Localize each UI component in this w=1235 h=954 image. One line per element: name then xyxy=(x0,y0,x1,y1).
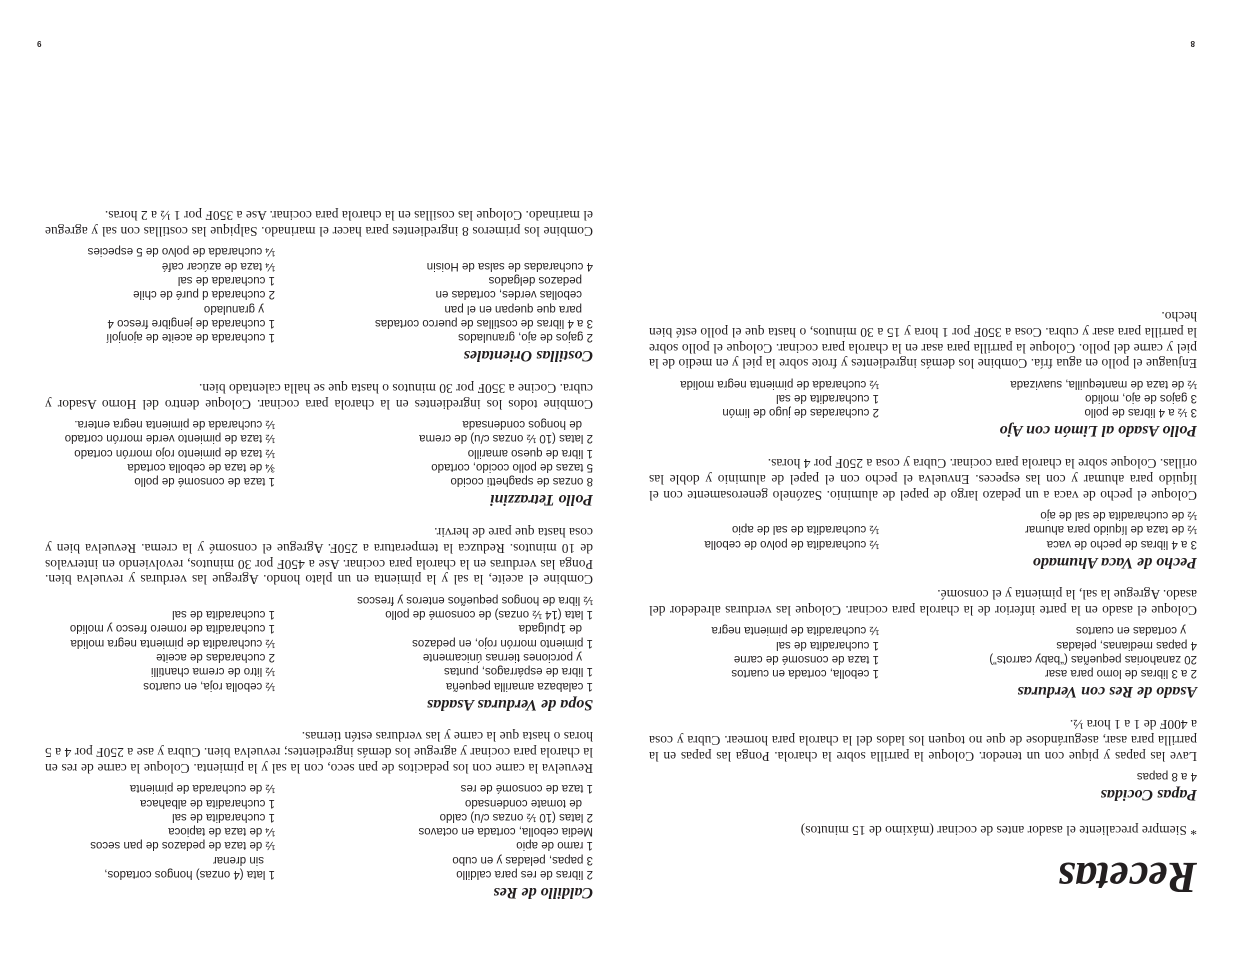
page-9 xyxy=(0,0,617,954)
ingredient-item: y granulado xyxy=(203,302,264,315)
recipe-block xyxy=(649,308,1197,440)
recipes-title: Recetas xyxy=(1057,853,1197,902)
ingredient-item: ½ de taza de mantequilla, suavizada xyxy=(1010,377,1197,390)
recipe-directions: Combine el aceite, la sal y la pimienta en un plato hondo. Agregue las verduras y revuelva bien. Ponga las verduras en la charola para cocinar. Ase a 450F por 30 minutos, revolviendo en intervalos de 10 minutos. Reduzca la temperatura a 250F. Agregue el consomé y la crema. Revuelva bien y cosa hasta que pare de hervir. xyxy=(45,525,593,588)
ingredient-item: ½ de taza de pedazos de pan secos xyxy=(90,839,275,852)
recipe-title: Pollo Tetrazzini xyxy=(490,491,593,509)
ingredient-item: ¾ de taza de cebolla cortada xyxy=(127,460,275,473)
ingredient-list xyxy=(649,376,1197,419)
ingredient-item: 4 a 8 papas xyxy=(1136,770,1197,782)
ingredient-item: 2 latas (10 ½ onzas c/u) caldo xyxy=(439,810,593,823)
page-number: 9 xyxy=(37,39,42,48)
recipe-directions: Coloque el pecho de vaca a un pedazo largo de papel de aluminio. Sazónelo generosamente con el líquido para ahumar y con las especes. Envuelva el pecho con el papel de aluminio y doble las orillas. Coloque sobre la charola para cocinar. Cubra y cosa a 250F por 4 horas. xyxy=(649,456,1197,503)
recipe-directions: Combine todos los ingredientes en la charola para cocinar. Coloque dentro del Horno Asador y cubra. Cocine a 350F por 30 minutos o hasta que se halla calentado bien. xyxy=(45,380,593,412)
ingredient-item: ½ de cucharadita de sal de ajo xyxy=(1040,508,1197,521)
ingredient-column xyxy=(649,769,879,783)
ingredient-item: 1 pimiento morrón rojo, en pedazos xyxy=(412,636,593,649)
recipe-title: Caldillo de Res xyxy=(493,884,593,901)
ingredient-item: 1 cucharadita de romero fresco y molido xyxy=(69,622,275,635)
recipe-block xyxy=(649,716,1197,804)
page-number: 8 xyxy=(1190,39,1195,48)
ingredient-item: Media cebolla, cortada en octavos xyxy=(418,825,593,838)
ingredient-column xyxy=(275,244,593,344)
recipe-directions: Combine los primeros 8 ingredientes para hacer el marinado. Salpique las costillas con sal y agregue el marinado. Coloque las cosillas en la charola para cocinar. Ase a 350F por 1 ½ a 2 horas. xyxy=(45,208,593,240)
ingredient-column xyxy=(45,781,275,881)
ingredient-item: 2 cucharadas de jugo de limón xyxy=(722,406,879,419)
ingredient-item: de hongos condensada xyxy=(462,418,582,431)
recipe-list xyxy=(649,308,1197,804)
ingredient-item: ½ cucharada de pimienta negra molida xyxy=(680,377,879,390)
ingredient-item: 4 cucharadas de salsa de Hoisin xyxy=(426,259,593,272)
ingredient-item: 2 gajos de ajo, granulados xyxy=(458,331,593,344)
ingredient-item: 8 onzas de spaghetti cocido xyxy=(450,475,593,488)
recipe-block xyxy=(45,208,593,366)
ingredient-column xyxy=(45,417,275,488)
ingredient-item: ¼ de taza de tapioca xyxy=(168,825,275,838)
ingredient-column xyxy=(879,508,1197,551)
recipe-block xyxy=(649,587,1197,702)
recipe-list xyxy=(45,208,593,902)
ingredient-item: 20 zanahorias pequeñas (“baby carrots”) xyxy=(989,653,1197,666)
ingredient-item: 1 libra de queso amarillo xyxy=(467,446,593,459)
ingredient-item: ½ cucharadita de polvo de cebolla xyxy=(704,537,879,550)
ingredient-column xyxy=(879,623,1197,680)
ingredient-list xyxy=(649,508,1197,551)
recipe-title: Papas Cocidas xyxy=(1100,786,1197,803)
ingredient-item: 3 ½ a 4 libras de pollo xyxy=(1084,406,1197,419)
ingredient-item: 1 libra de espárragos, puntas xyxy=(444,665,593,678)
ingredient-item: de 1pulgada xyxy=(518,622,582,635)
ingredient-item: ½ taza de pimiento verde morrón cortado xyxy=(64,432,275,445)
recipe-block xyxy=(45,524,593,713)
ingredient-column xyxy=(45,244,275,344)
ingredient-item: 3 gajos de ajo, molido xyxy=(1085,391,1197,404)
page-8 xyxy=(618,0,1235,954)
ingredient-item: 1 taza de consomé de pollo xyxy=(134,475,275,488)
page-9-column xyxy=(45,193,593,902)
ingredient-item: ½ cucharadita de sal de apio xyxy=(731,523,879,536)
recipe-title: Asado de Res con Verduras xyxy=(1017,683,1197,701)
ingredient-item: 1 ramo de apio xyxy=(516,839,593,852)
ingredient-item: pedazos delgados xyxy=(488,274,582,286)
page-8-column xyxy=(649,293,1197,902)
ingredient-column xyxy=(45,592,275,692)
ingredient-column xyxy=(275,417,593,488)
recipe-title: Sopa de Verduras Asadas xyxy=(426,695,593,713)
ingredient-item: 3 papas, peladas y en cubo xyxy=(452,853,593,866)
ingredient-list xyxy=(649,769,1197,783)
recipe-block xyxy=(649,455,1197,571)
ingredient-item: 1 lata (14 ½ onzas) de consomé de pollo xyxy=(385,608,593,621)
ingredient-list xyxy=(45,592,593,692)
ingredient-item: 1 cucharada de aceite de ajonjolí xyxy=(106,331,275,344)
recipe-directions: Lave las papas y pique con un tenedor. Coloque la parrilla sobre la charola. Ponga las papas en la parrilla para asar, asegurándose de que no toquen los lados del la charola para hornear. Cubra y cosa a 400F de 1 a 1 hora ½. xyxy=(649,717,1197,764)
ingredient-item: 2 a 3 libras de lomo para asar xyxy=(1044,667,1197,680)
ingredient-item: ½ cucharadita de pimienta negra molida xyxy=(70,636,275,649)
recipe-directions: Revuelva la carne con los pedacitos de pan seco, con la sal y la pimienta. Coloque la carne de res en la charola para cocinar y agregue los demás ingredientes; revuelva bien. Cubra y ase a 250F por 4 a 5 horas o hasta que la carne y las verduras estén tiernas. xyxy=(45,729,593,776)
ingredient-list xyxy=(45,244,593,344)
ingredient-item: ¼ cucharada de polvo de 5 especies xyxy=(87,245,275,258)
ingredient-item: para que quepan en el pan xyxy=(444,302,582,315)
ingredient-item: 1 cucharadita de sal xyxy=(776,391,879,404)
recipe-title: Costillas Orientales xyxy=(463,347,593,365)
ingredient-item: 3 a 4 libras de pecho de vaca xyxy=(1046,537,1197,550)
recipe-title: Pollo Asado al Limón con Ajo xyxy=(999,422,1197,440)
preheat-note: * Siempre precaliente el asador antes de cocinar (máximo de 15 minutos) xyxy=(800,823,1197,838)
ingredient-item: 2 latas (10 ½ onzas c/u) de crema xyxy=(419,432,593,445)
ingredient-item: de tomate condensado xyxy=(464,796,582,809)
ingredient-column xyxy=(879,376,1197,419)
ingredient-item: y cortadas en cuartos xyxy=(1076,624,1186,637)
ingredient-item: ½ cucharadita de pimienta negra xyxy=(711,624,879,637)
ingredient-column xyxy=(649,376,879,419)
ingredient-item: 1 cucharadita de albahaca xyxy=(140,796,275,809)
ingredient-column xyxy=(275,592,593,692)
ingredient-item: 1 cucharada de jengibre fresco 4 xyxy=(107,316,275,329)
ingredient-item: 4 papas medianas, peladas xyxy=(1056,638,1197,651)
recipe-block xyxy=(45,380,593,509)
recipe-directions: Enjuague el pollo en agua fría. Combine los demás ingredientes y frote sobre la piel y en medio de la piel y carne del pollo. Coloque la parrilla para asar en la charola para cocinar. Coloque el pollo sobre la parrilla para asar y cubra. Cosa a 350F por 1 hora y 15 a 30 minutos, o hasta que el pollo esté bien hecho. xyxy=(649,308,1197,372)
ingredient-item: ½ taza de pimiento rojo morrón cortado xyxy=(74,446,275,459)
ingredient-list xyxy=(649,623,1197,680)
ingredient-item: ¼ taza de azúcar café xyxy=(161,259,275,272)
ingredient-item: 3 a 4 libras de costillas de puerco cortadas xyxy=(375,316,593,329)
ingredient-column xyxy=(879,769,1197,783)
recipe-title: Pecho de Vaca Ahumado xyxy=(1032,553,1197,571)
ingredient-column xyxy=(649,623,879,680)
ingredient-item: 5 tazas de pollo cocido, cortado xyxy=(431,460,593,473)
ingredient-item: 2 cucharadas de aceite xyxy=(156,650,275,663)
ingredient-column xyxy=(649,508,879,551)
ingredient-item: ½ cucharada de pimienta negra entera. xyxy=(74,418,275,431)
ingredient-item: ½ cebolla roja, en cuartos xyxy=(143,679,275,692)
ingredient-item: y porciones tiernas únicamente xyxy=(422,650,582,663)
ingredient-column xyxy=(275,781,593,881)
ingredient-item: 1 cucharadita de sal xyxy=(172,810,275,823)
ingredient-list xyxy=(45,417,593,488)
ingredient-item: ½ de cucharada de pimienta xyxy=(129,782,275,795)
ingredient-item: 1 cucharada de sal xyxy=(177,274,275,286)
ingredient-item: 1 cucharadita de sal xyxy=(776,638,879,651)
ingredient-item: cebollas verdes, cortadas en xyxy=(435,288,582,301)
recipe-block xyxy=(45,729,593,902)
ingredient-item: ½ de taza de líquido para ahumar xyxy=(1025,523,1197,536)
ingredient-item: 2 cucharada d puré de chile xyxy=(133,288,275,301)
ingredient-item: sin drenar xyxy=(212,853,264,866)
ingredient-item: 1 taza de consomé de res xyxy=(460,782,593,795)
ingredient-item: 1 taza de consomé de carne xyxy=(733,653,879,666)
ingredient-item: ½ libra de hongos pequeños enteros y frescos xyxy=(357,593,593,606)
ingredient-item: 1 cucharadita de sal xyxy=(172,608,275,621)
recipe-directions: Coloque el asado en la parte inferior de la charola para cocinar. Coloque las verduras alrededor del asado. Agregue la sal, la pimienta y el consomé. xyxy=(649,587,1197,619)
ingredient-item: 1 lata (4 onzas) hongos cortados, xyxy=(104,868,275,880)
ingredient-item: 1 calabaza amarilla pequeña xyxy=(445,679,593,692)
ingredient-item: ½ litro de crema chantilli xyxy=(151,665,275,678)
ingredient-item: 1 cebolla, cortada en cuartos xyxy=(731,667,879,680)
ingredient-item: 2 libras de res para caldillo xyxy=(456,868,593,880)
ingredient-list xyxy=(45,781,593,881)
